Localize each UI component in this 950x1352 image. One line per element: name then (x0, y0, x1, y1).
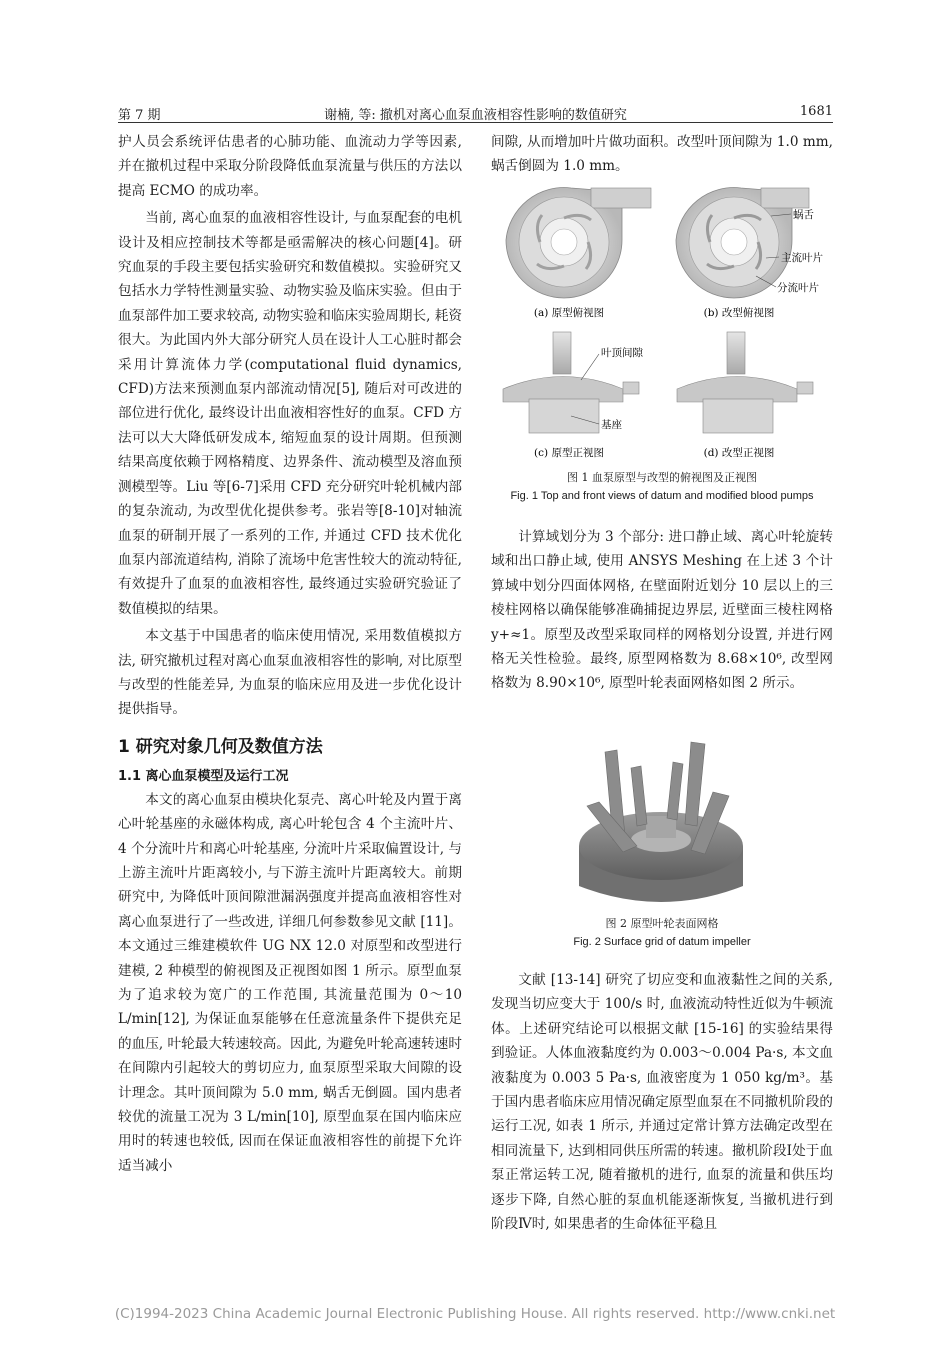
pump-front-view-datum (503, 332, 643, 433)
figure-1-caption-en: Fig. 1 Top and front views of datum and modified blood pumps (510, 490, 814, 502)
pump-front-view-modified (677, 332, 813, 433)
paragraph: 文献 [13-14] 研究了切应变和血液黏性之间的关系, 发现当切应变大于 100/s 时, 血液流动特性近似为牛顿流体。上述研究结论可以根据文献 [15-16] 的实验结果得到验证。人体血液黏度约为 0.003～0.004 Pa·s, 本文血液黏度为 0.003 5 Pa·s, 血液密度为 1 050 kg/m³。基于国内患者临床应用情况确定原型血泵在不同撤机阶段的运行工况, 如表 1 所示, 并通过定常计算方法确定改型在相同流量下, 达到相同供压所需的转速。撤机阶段Ⅰ处于血泵正常运转工况, 随着撤机的进行, 血泵的流量和供压均逐步下降, 自然心脏的泵血机能逐渐恢复, 当撤机进行到阶段Ⅳ时, 如果患者的生命体征平稳且 (491, 972, 833, 1233)
caption-a: (a) 原型俯视图 (533, 307, 605, 319)
paragraph: 本文基于中国患者的临床使用情况, 采用数值模拟方法, 研究撤机过程对离心血泵血液相容性的影响, 对比原型与改型的性能差异, 为血泵的临床应用及进一步优化设计提供指导。 (118, 628, 462, 718)
figure-1 (491, 184, 833, 502)
running-header (118, 104, 833, 123)
issue-number: 第 7 期 (118, 108, 161, 123)
paragraph: 计算域划分为 3 个部分: 进口静止域、离心叶轮旋转域和出口静止域, 使用 ANSYS Meshing 在上述 3 个计算域中划分四面体网格, 在壁面附近划分 10 层以上的三棱柱网格以确保能够准确捕捉边界层, 近壁面三棱柱网格 y+≈1。原型及改型采取同样的网格划分设置, 并进行网格无关性检验。最终, 原型网格数为 8.68×10⁶, 改型网格数为 8.90×10⁶, 原型叶轮表面网格如图 2 所示。 (491, 529, 833, 692)
figure-2-drawing (491, 728, 833, 906)
caption-b: (b) 改型俯视图 (703, 307, 775, 319)
right-column (491, 130, 833, 179)
label-base: 基座 (601, 419, 622, 431)
caption-d: (d) 改型正视图 (703, 447, 775, 459)
paragraph: 护人员会系统评估患者的心肺功能、血流动力学等因素, 并在撤机过程中采取分阶段降低血泵流量与供压的方法以提高 ECMO 的成功率。 (118, 134, 462, 199)
label-splitter-blade: 分流叶片 (777, 282, 819, 294)
copyright-footer: (C)1994-2023 China Academic Journal Electronic Publishing House. All rights reserved. http://www.cnki.net (114, 1306, 836, 1322)
figure-1-drawing (491, 184, 833, 464)
section-heading: 1 研究对象几何及数值方法 (118, 736, 323, 757)
page-number: 1681 (799, 104, 833, 119)
pump-top-view-datum (506, 188, 651, 298)
impeller-mesh (579, 742, 743, 902)
pump-top-view-modified (676, 188, 823, 298)
right-column-bottom (491, 968, 833, 1236)
left-column (118, 130, 462, 1178)
figure-1-caption-cn: 图 1 血泵原型与改型的俯视图及正视图 (567, 471, 757, 484)
paragraph: 间隙, 从而增加叶片做功面积。改型叶顶间隙为 1.0 mm, 蜗舌倒圆为 1.0 mm。 (491, 134, 833, 175)
figure-2-caption-en: Fig. 2 Surface grid of datum impeller (573, 936, 751, 948)
running-title: 谢楠, 等: 撤机对离心血泵血液相容性影响的数值研究 (324, 108, 627, 123)
figure-2-caption-cn: 图 2 原型叶轮表面网格 (605, 917, 719, 930)
caption-c: (c) 原型正视图 (534, 447, 604, 459)
paragraph: 本文的离心血泵由模块化泵壳、离心叶轮及内置于离心叶轮基座的永磁体构成, 离心叶轮包含 4 个主流叶片、4 个分流叶片和离心叶轮基座, 分流叶片采取偏置设计, 与上游主流叶片距离较小, 与下游主流叶片距离较大。前期研究中, 为降低叶顶间隙泄漏涡强度并提高血液相容性对离心血泵进行了一些改进, 详细几何参数参见文献 [11]。本文通过三维建模软件 UG NX 12.0 对原型和改型进行建模, 2 种模型的俯视图及正视图如图 1 所示。原型血泵为了追求较为宽广的工作范围, 其流量范围为 0～10 L/min[12], 为保证血泵能够在任意流量条件下提供充足的血压, 叶轮最大转速较高。因此, 为避免叶轮高速转速时在间隙内引起较大的剪切应力, 血泵原型采取大间隙的设计理念。其叶顶间隙为 5.0 mm, 蜗舌无倒圆。国内患者较优的流量工况为 3 L/min[10], 原型血泵在国内临床应用时的转速也较低, 因而在保证血液相容性的前提下允许适当减小 (118, 791, 462, 1174)
label-tongue: 蜗舌 (793, 209, 814, 221)
figure-2 (491, 728, 833, 948)
label-main-blade: 主流叶片 (781, 252, 823, 264)
right-column-mid (491, 525, 833, 696)
subsection-heading: 1.1 离心血泵模型及运行工况 (118, 768, 289, 784)
paragraph: 当前, 离心血泵的血液相容性设计, 与血泵配套的电机设计及相应控制技术等都是亟需解决的核心问题[4]。研究血泵的手段主要包括实验研究和数值模拟。实验研究又包括水力学特性测量实验、动物实验及临床实验。但由于血泵部件加工要求较高, 动物实验和临床实验周期长, 耗资很大。为此国内外大部分研究人员在设计人工心脏时都会采用计算流体力学(computational fluid dynamics, CFD)方法来预测血泵内部流动情况[5], 随后对可改进的部位进行优化, 最终设计出血液相容性好的血泵。CFD 方法可以大大降低研发成本, 缩短血泵的设计周期。但预测结果高度依赖于网格精度、边界条件、流动模型及溶血预测模型等。Liu 等[6-7]采用 CFD 充分研究叶轮机械内部的复杂流动, 为改型优化提供参考。张岩等[8-10]对轴流血泵的研制开展了一系列的工作, 并通过 CFD 技术优化血泵内部流道结构, 消除了流场中危害性较大的流动特征, 有效提升了血泵的血液相容性, 最终通过实验研究验证了数值模拟的结果。 (118, 210, 462, 617)
label-tip-gap: 叶顶间隙 (601, 347, 643, 359)
